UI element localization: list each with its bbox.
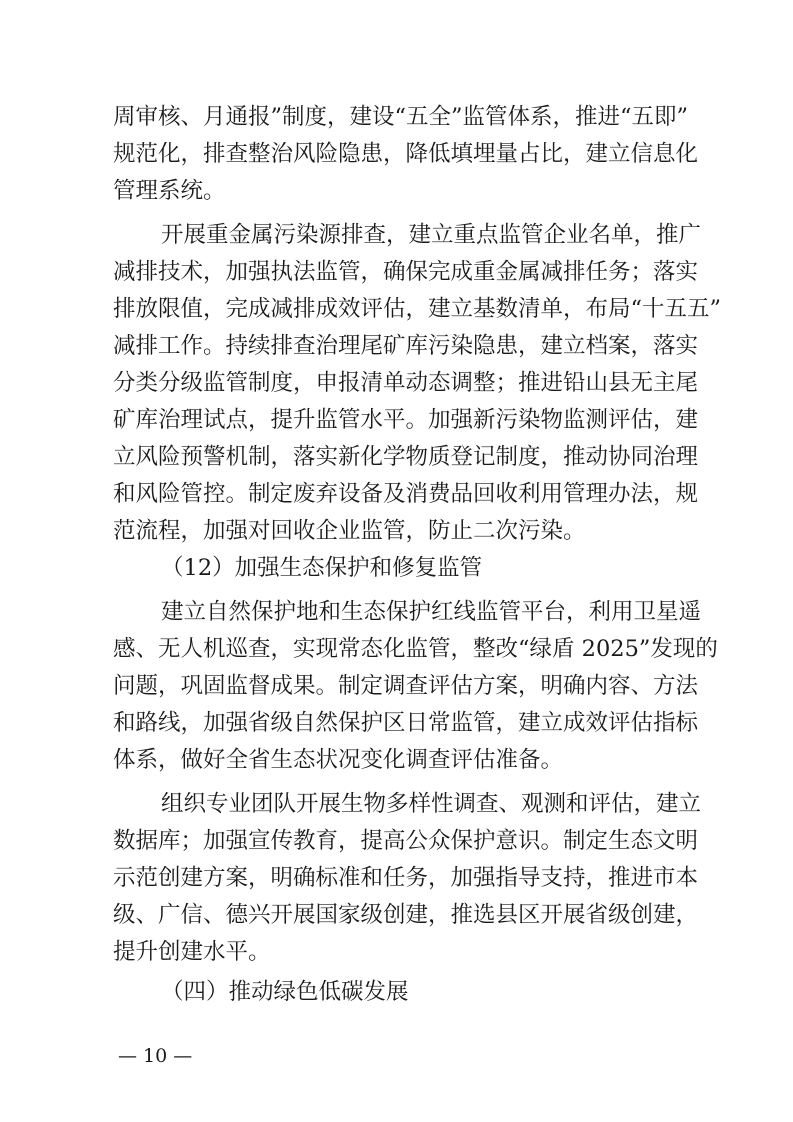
- body-text-line: 体系，做好全省生态状况变化调查评估准备。: [113, 747, 564, 773]
- body-text-line: 减排技术，加强执法监管，确保完成重金属减排任务；落实: [113, 259, 699, 285]
- body-text-line: 数据库；加强宣传教育，提高公众保护意识。制定生态文明: [113, 828, 699, 854]
- body-text-line: 排放限值，完成减排成效评估，建立基数清单，布局“十五五”: [113, 296, 722, 322]
- body-text-line: 提升创建水平。: [113, 939, 271, 965]
- body-text-line: 开展重金属污染源排查，建立重点监管企业名单，推广: [161, 222, 702, 248]
- body-text-line: 问题，巩固监督成果。制定调查评估方案，明确内容、方法: [113, 673, 699, 699]
- body-text-line: 减排工作。持续排查治理尾矿库污染隐患，建立档案，落实: [113, 333, 699, 359]
- body-text-line: 规范化，排查整治风险隐患，降低填埋量占比，建立信息化: [113, 141, 699, 167]
- body-text-line: 矿库治理试点，提升监管水平。加强新污染物监测评估，建: [113, 407, 699, 433]
- page-number: — 10 —: [118, 1045, 193, 1067]
- body-text-line: 组织专业团队开展生物多样性调查、观测和评估，建立: [161, 791, 702, 817]
- body-text-line: 级、广信、德兴开展国家级创建，推选县区开展省级创建，: [113, 902, 699, 928]
- body-text-line: 感、无人机巡查，实现常态化监管，整改“绿盾 2025”发现的: [113, 636, 718, 662]
- body-text-line: 管理系统。: [113, 178, 226, 204]
- body-text-line: 范流程，加强对回收企业监管，防止二次污染。: [113, 518, 586, 544]
- section-heading: （12）加强生态保护和修复监管: [161, 555, 483, 581]
- body-text-line: 和路线，加强省级自然保护区日常监管，建立成效评估指标: [113, 710, 699, 736]
- body-text-line: 周审核、月通报”制度，建设“五全”监管体系，推进“五即”: [113, 104, 689, 130]
- body-text-line: 和风险管控。制定废弃设备及消费品回收利用管理办法，规: [113, 481, 699, 507]
- body-text-line: 建立自然保护地和生态保护红线监管平台，利用卫星遥: [161, 599, 702, 625]
- section-heading: （四）推动绿色低碳发展: [161, 979, 409, 1005]
- body-text-line: 立风险预警机制，落实新化学物质登记制度，推动协同治理: [113, 444, 699, 470]
- body-text-line: 示范创建方案，明确标准和任务，加强指导支持，推进市本: [113, 865, 699, 891]
- body-text-line: 分类分级监管制度，申报清单动态调整；推进铅山县无主尾: [113, 370, 699, 396]
